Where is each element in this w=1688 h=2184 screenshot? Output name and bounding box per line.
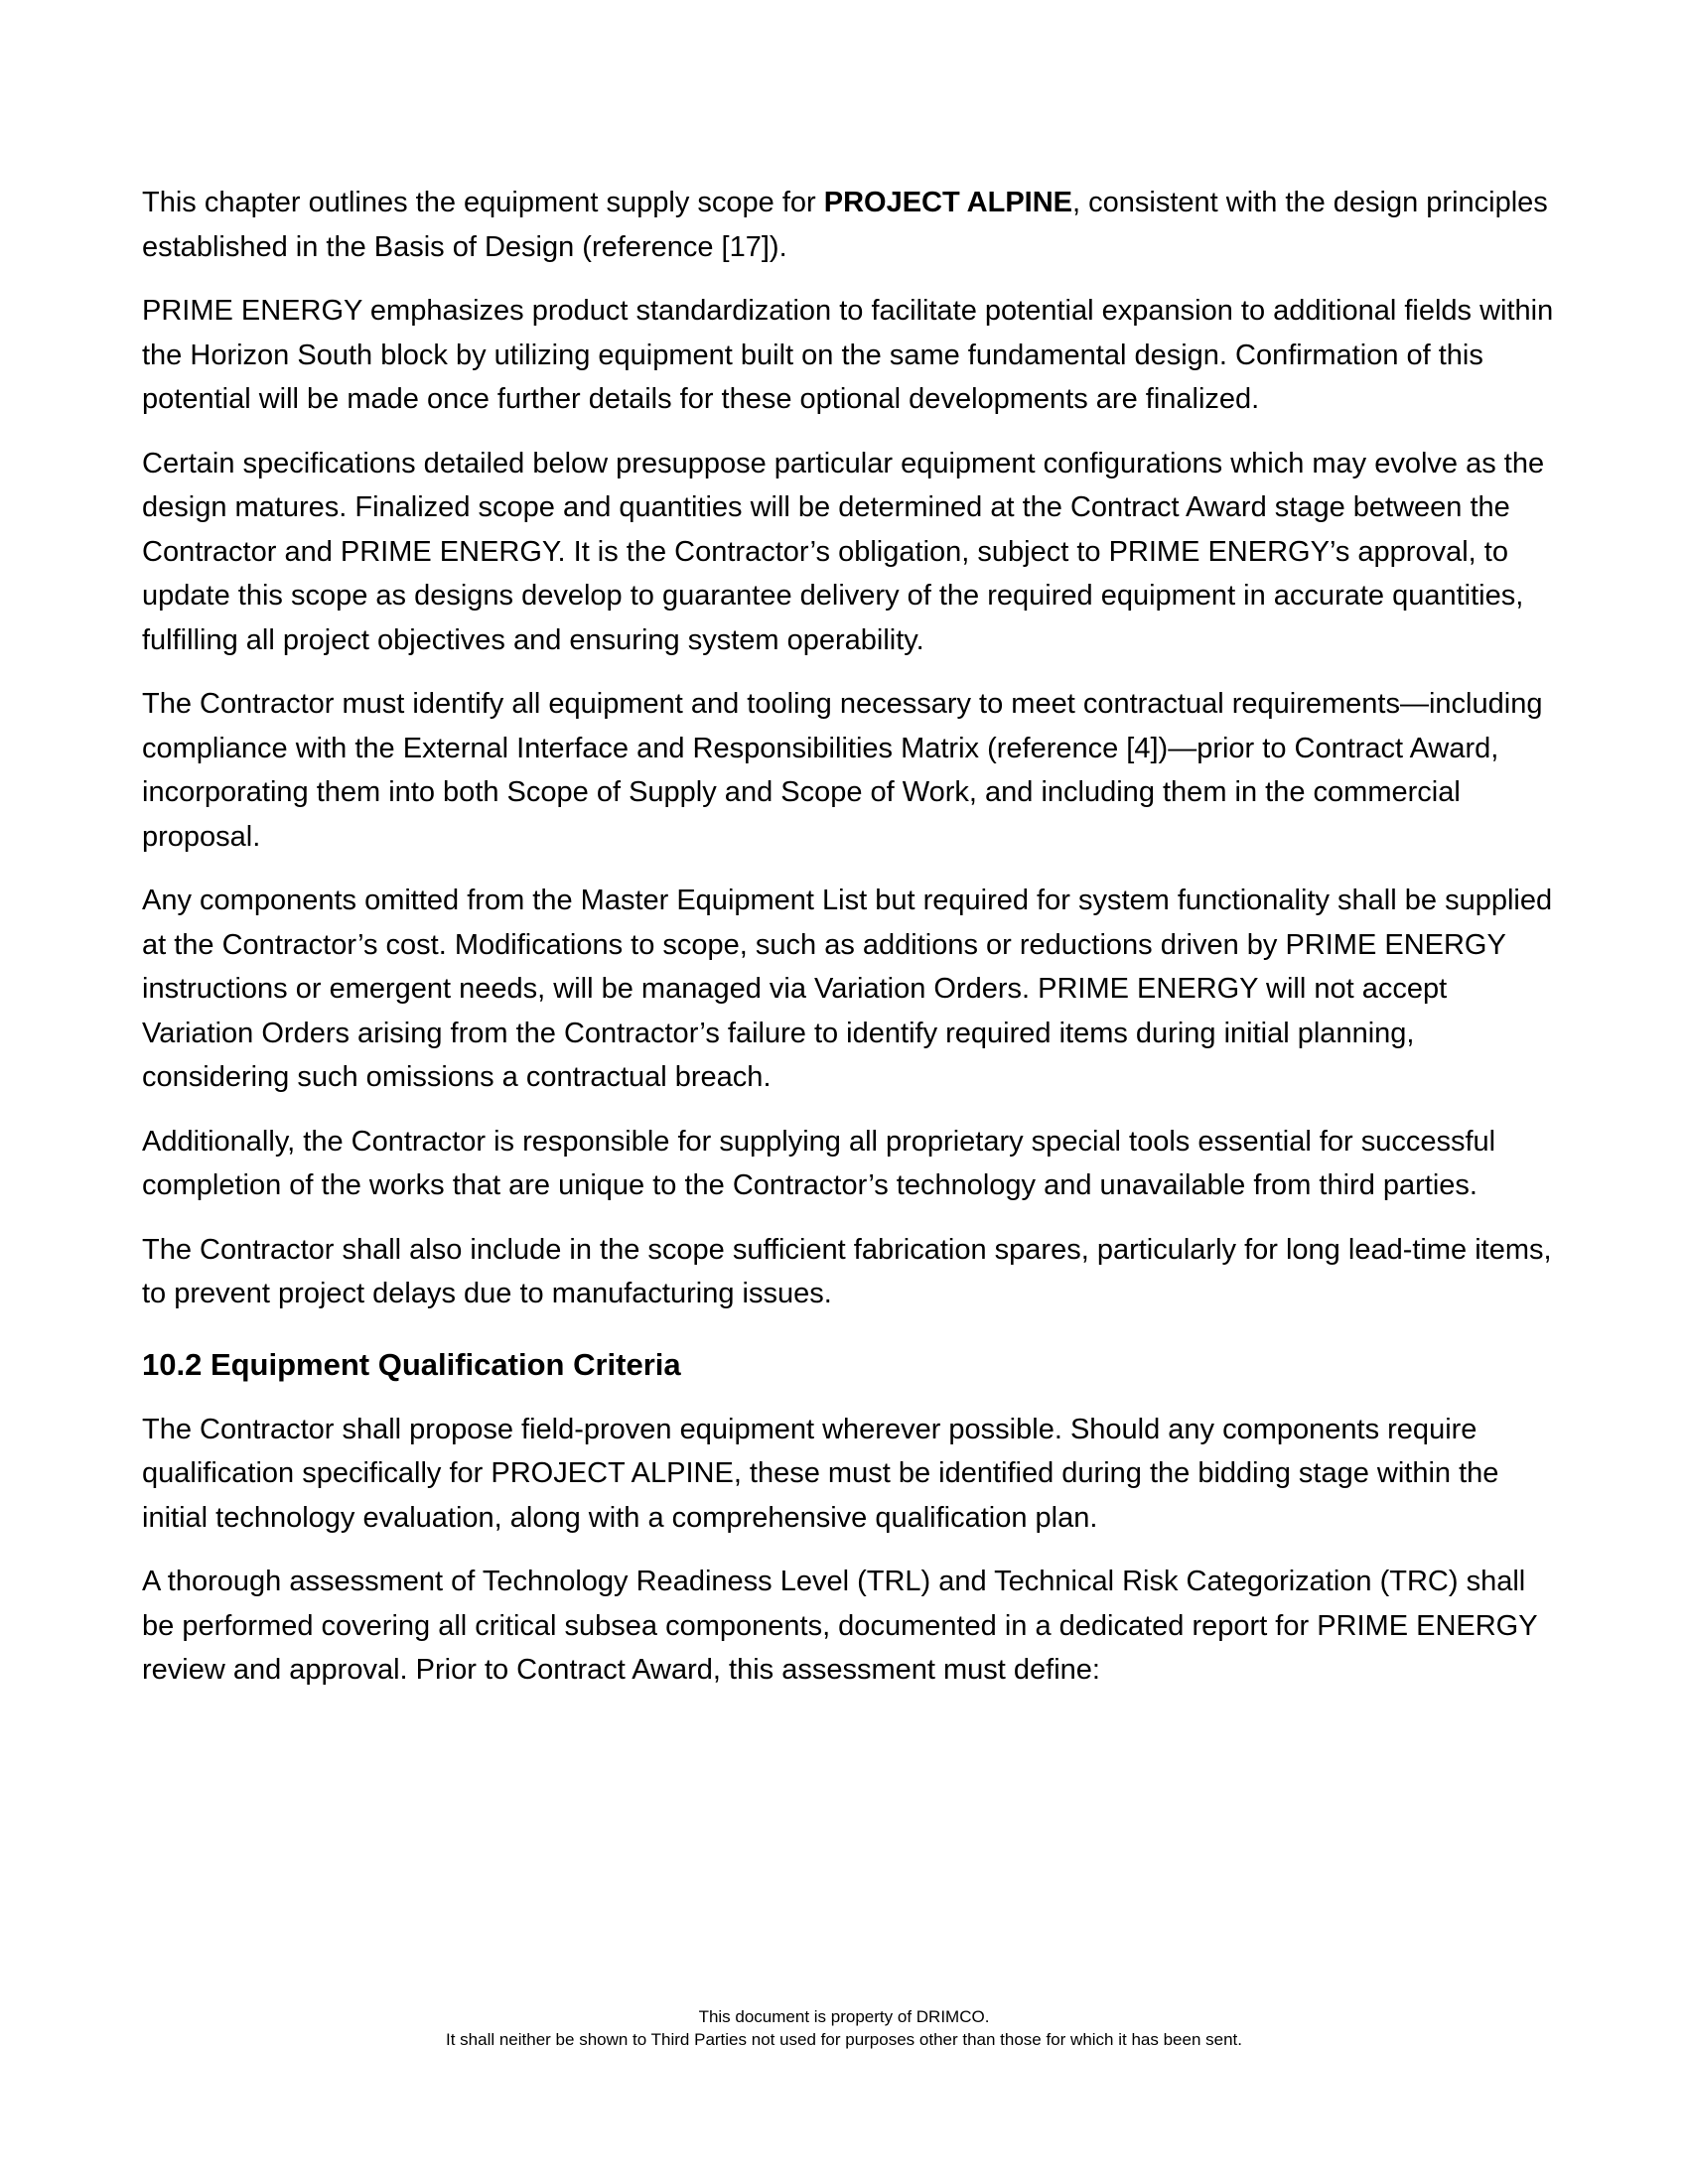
- paragraph-contractor-identify: The Contractor must identify all equipment and tooling necessary to meet contractual requirements—including compliance with the External Interface and Responsibilities Matrix (reference [4])—prior to Contract Award, incorporating them into both Scope of Supply and Scope of Work, and including them in the commercial proposal.: [142, 688, 1543, 853]
- paragraph-chapter-scope: [142, 181, 1556, 269]
- paragraph-fabrication-spares: The Contractor shall also include in the scope sufficient fabrication spares, particularly for long lead-time items, to prevent project delays due to manufacturing issues.: [142, 1233, 1552, 1309]
- footer-line-2: It shall neither be shown to Third Parties not used for purposes other than those for which it has been sent.: [446, 2030, 1242, 2049]
- footer-line-1: This document is property of DRIMCO.: [698, 2007, 990, 2026]
- project-name-bold: PROJECT ALPINE: [823, 187, 1073, 218]
- paragraph-trl-trc-assessment: A thorough assessment of Technology Readiness Level (TRL) and Technical Risk Categorization (TRC) shall be performed covering all critical subsea components, documented in a dedicated report for PRIME ENERGY review and approval. Prior to Contract Award, this assessment must define:: [142, 1566, 1538, 1686]
- section-heading-10-2: 10.2 Equipment Qualification Criteria: [142, 1346, 681, 1382]
- page-footer: [0, 2005, 1688, 2051]
- document-body: [142, 181, 1556, 1712]
- paragraph-special-tools: Additionally, the Contractor is responsible for supplying all proprietary special tools essential for successful completion of the works that are unique to the Contractor’s technology and unavailable from third parties.: [142, 1125, 1496, 1201]
- paragraph-specifications-evolution: Certain specifications detailed below presuppose particular equipment configurations which may evolve as the design matures. Finalized scope and quantities will be determined at the Contract Award stage between the Contractor and PRIME ENERGY. It is the Contractor’s obligation, subject to PRIME ENERGY’s approval, to update this scope as designs develop to guarantee delivery of the required equipment in accurate quantities, fulfilling all project objectives and ensuring system operability.: [142, 447, 1545, 656]
- paragraph-chapter-scope-text-post: , consistent with the design principles established in the Basis of Design (reference [17]).: [142, 187, 1548, 263]
- paragraph-standardization: PRIME ENERGY emphasizes product standardization to facilitate potential expansion to additional fields within the Horizon South block by utilizing equipment built on the same fundamental design. Confirmation of this potential will be made once further details for these optional developments are finalized.: [142, 295, 1554, 415]
- paragraph-omitted-components: Any components omitted from the Master Equipment List but required for system functionality shall be supplied at the Contractor’s cost. Modifications to scope, such as additions or reductions driven by PRIME ENERGY instructions or emergent needs, will be managed via Variation Orders. PRIME ENERGY will not accept Variation Orders arising from the Contractor’s failure to identify required items during initial planning, considering such omissions a contractual breach.: [142, 885, 1553, 1093]
- paragraph-chapter-scope-text-pre: This chapter outlines the equipment supply scope for: [142, 187, 824, 218]
- paragraph-field-proven: The Contractor shall propose field-proven equipment wherever possible. Should any components require qualification specifically for PROJECT ALPINE, these must be identified during the bidding stage within the initial technology evaluation, along with a comprehensive qualification plan.: [142, 1413, 1499, 1534]
